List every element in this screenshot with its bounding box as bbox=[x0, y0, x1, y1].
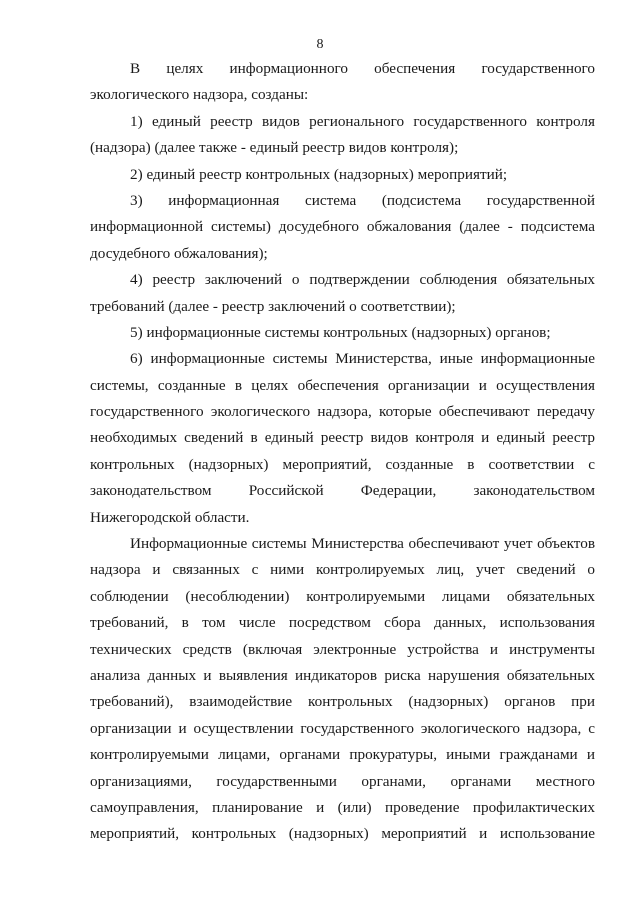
text-line: 6) информационные системы Министерства, иные информационные bbox=[130, 350, 595, 368]
text-line: контрольных (надзорных) мероприятий, созданные в соответствии с bbox=[90, 455, 595, 473]
text-line: необходимых сведений в единый реестр видов контроля и единый реестр bbox=[90, 429, 595, 447]
text-line: 1) единый реестр видов регионального государственного контроля bbox=[130, 112, 595, 130]
text-line: технических средств (включая электронные устройства и инструменты bbox=[90, 640, 595, 658]
text-line: анализа данных и выявления индикаторов риска нарушения обязательных bbox=[90, 666, 595, 684]
text-line: соблюдении (несоблюдении) контролируемыми лицами обязательных bbox=[90, 587, 595, 605]
text-line: организации и осуществлении государственного экологического надзора, с bbox=[90, 719, 595, 737]
text-line: 5) информационные системы контрольных (надзорных) органов; bbox=[130, 323, 551, 341]
text-line: требований, в том числе посредством сбора данных, использования bbox=[90, 614, 595, 632]
text-line: досудебного обжалования); bbox=[90, 244, 268, 262]
text-line: государственного экологического надзора, которые обеспечивают передачу bbox=[90, 403, 595, 421]
text-line: организациями, государственными органами, органами местного bbox=[90, 772, 595, 790]
text-line: мероприятий, контрольных (надзорных) мероприятий и использование bbox=[90, 825, 595, 843]
text-line: системы, созданные в целях обеспечения организации и осуществления bbox=[90, 376, 595, 394]
text-line: 4) реестр заключений о подтверждении соблюдения обязательных bbox=[130, 271, 595, 289]
text-line: экологического надзора, созданы: bbox=[90, 86, 309, 104]
text-line: надзора и связанных с ними контролируемых лиц, учет сведений о bbox=[90, 561, 595, 579]
text-line: самоуправления, планирование и (или) проведение профилактических bbox=[90, 798, 595, 816]
text-line: контролируемыми лицами, органами прокуратуры, иными гражданами и bbox=[90, 746, 595, 764]
text-line: Нижегородской области. bbox=[90, 508, 250, 526]
text-line: 3) информационная система (подсистема государственной bbox=[130, 191, 595, 209]
text-line: требований), взаимодействие контрольных (надзорных) органов при bbox=[90, 693, 595, 711]
text-line: Информационные системы Министерства обеспечивают учет объектов bbox=[130, 535, 595, 553]
text-line: законодательством Российской Федерации, законодательством bbox=[90, 482, 595, 500]
text-line: (надзора) (далее также - единый реестр видов контроля); bbox=[90, 139, 459, 157]
document-body bbox=[90, 56, 595, 848]
text-line: 2) единый реестр контрольных (надзорных) мероприятий; bbox=[130, 165, 508, 183]
text-line: информационной системы) досудебного обжалования (далее - подсистема bbox=[90, 218, 595, 236]
text-line: В целях информационного обеспечения государственного bbox=[130, 60, 595, 77]
page-number: 8 bbox=[316, 37, 324, 52]
text-line: требований (далее - реестр заключений о соответствии); bbox=[90, 297, 456, 315]
